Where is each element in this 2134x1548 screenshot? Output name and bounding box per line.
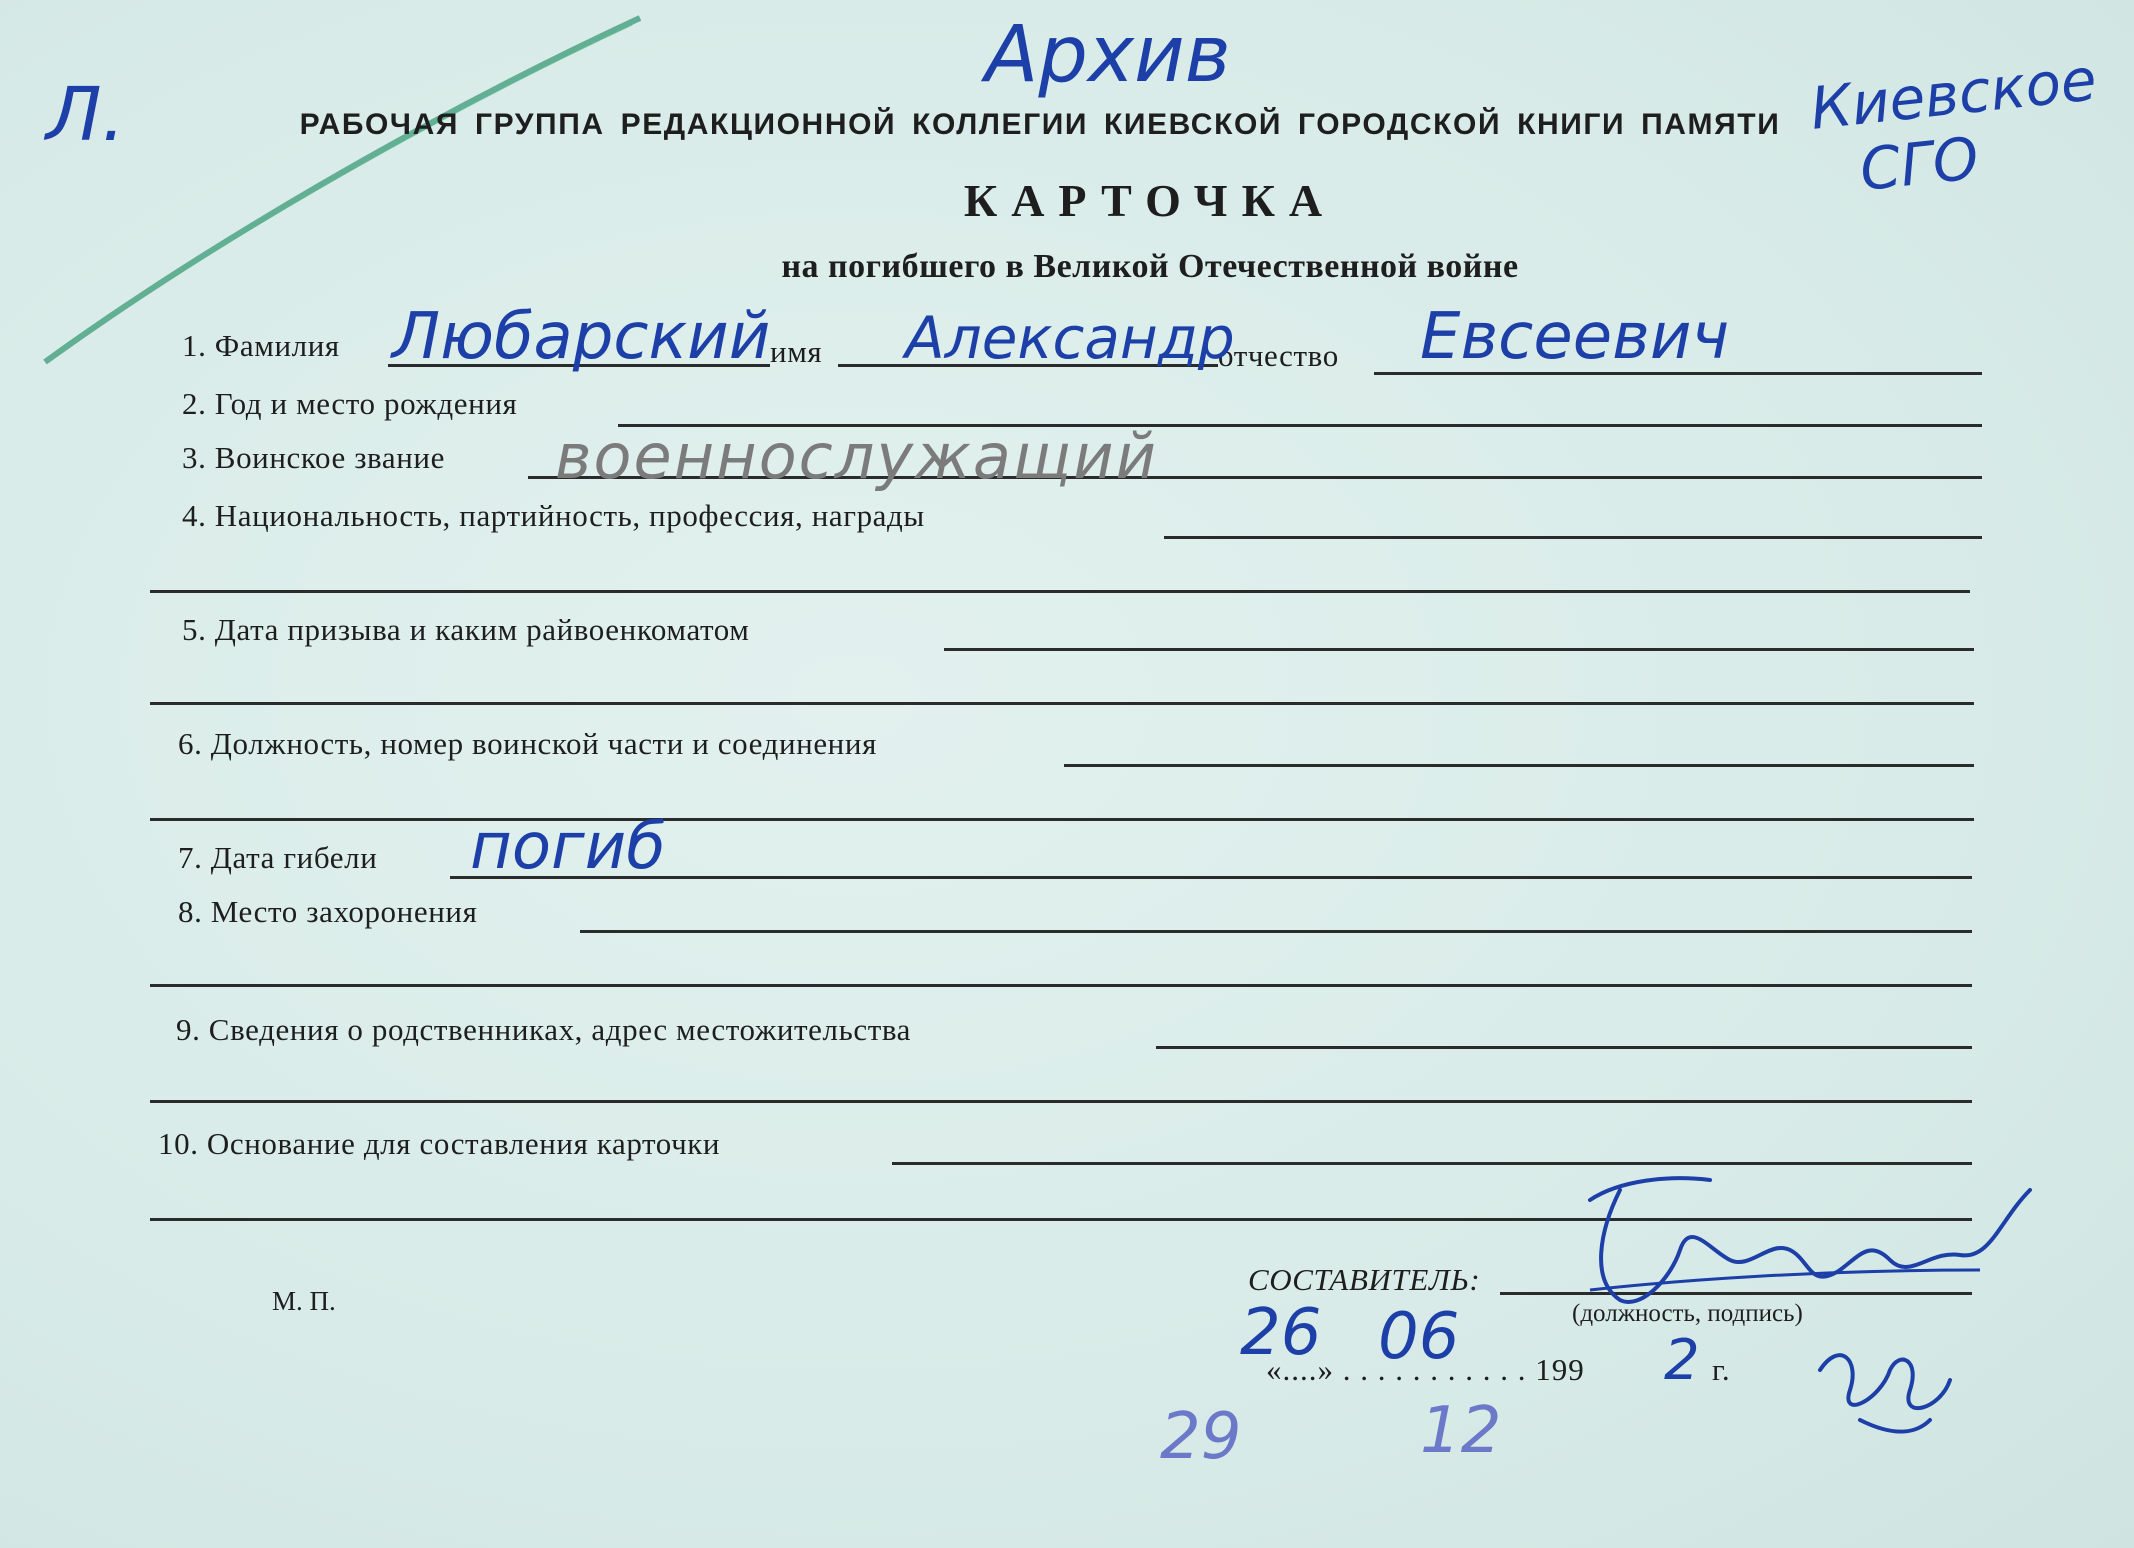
- date-day-value: 26: [1240, 1296, 1322, 1370]
- stamp-place: М. П.: [272, 1286, 336, 1316]
- field-7-line: [450, 876, 1972, 879]
- date-year-digit: 2: [1664, 1328, 1700, 1393]
- archive-note: Архив: [985, 10, 1231, 100]
- field-5-extra-line: [150, 702, 1974, 705]
- second-signature: [1800, 1300, 1980, 1450]
- field-1-patronymic-label: отчество: [1218, 338, 1339, 373]
- field-4-extra-line: [150, 590, 1970, 593]
- office-note-line1: Киевское: [1807, 45, 2100, 143]
- date-month-value: 06: [1378, 1300, 1460, 1374]
- field-7-label: 7. Дата гибели: [178, 840, 378, 875]
- field-10-label: 10. Основание для составления карточки: [158, 1126, 721, 1161]
- field-3-value: военнослужащий: [555, 420, 1158, 493]
- field-2-label: 2. Год и место рождения: [182, 386, 518, 421]
- field-4-line: [1164, 536, 1982, 539]
- field-9-line: [1156, 1046, 1972, 1049]
- date-template: «....» . . . . . . . . . . . 199: [1266, 1352, 1585, 1387]
- second-date-day: 29: [1160, 1400, 1242, 1474]
- office-note-line2: СГО: [1856, 123, 1982, 205]
- corner-mark: Л.: [46, 72, 126, 158]
- card-subtitle: на погибшего в Великой Отечественной войне: [781, 248, 1519, 285]
- field-5-line: [944, 648, 1974, 651]
- field-8-label: 8. Место захоронения: [178, 894, 478, 929]
- field-6-extra-line: [150, 818, 1974, 821]
- field-8-line: [580, 930, 1972, 933]
- field-8-extra-line: [150, 984, 1972, 987]
- field-3-label: 3. Воинское звание: [182, 440, 445, 475]
- field-1-name-value: Александр: [905, 304, 1235, 372]
- field-1-name-label: имя: [770, 334, 823, 369]
- field-1-label: 1. Фамилия: [182, 328, 340, 363]
- field-1-surname-value: Любарский: [392, 300, 771, 374]
- field-9-label: 9. Сведения о родственниках, адрес местожительства: [176, 1012, 912, 1047]
- field-6-label: 6. Должность, номер воинской части и соединения: [178, 726, 877, 761]
- date-year-suffix: г.: [1712, 1352, 1731, 1387]
- second-date-month: 12: [1420, 1394, 1502, 1468]
- field-4-label: 4. Национальность, партийность, профессия, награды: [182, 498, 925, 533]
- organization-header: РАБОЧАЯ ГРУППА РЕДАКЦИОННОЙ КОЛЛЕГИИ КИЕВСКОЙ ГОРОДСКОЙ КНИГИ ПАМЯТИ: [299, 108, 1781, 141]
- field-6-line: [1064, 764, 1974, 767]
- field-7-value: погиб: [470, 810, 666, 884]
- card-title: КАРТОЧКА: [963, 175, 1337, 226]
- compiler-label: СОСТАВИТЕЛЬ:: [1248, 1262, 1481, 1297]
- compiler-hint: (должность, подпись): [1572, 1300, 1803, 1327]
- field-1-patronymic-value: Евсеевич: [1420, 300, 1730, 374]
- field-5-label: 5. Дата призыва и каким райвоенкоматом: [182, 612, 750, 647]
- field-9-extra-line: [150, 1100, 1972, 1103]
